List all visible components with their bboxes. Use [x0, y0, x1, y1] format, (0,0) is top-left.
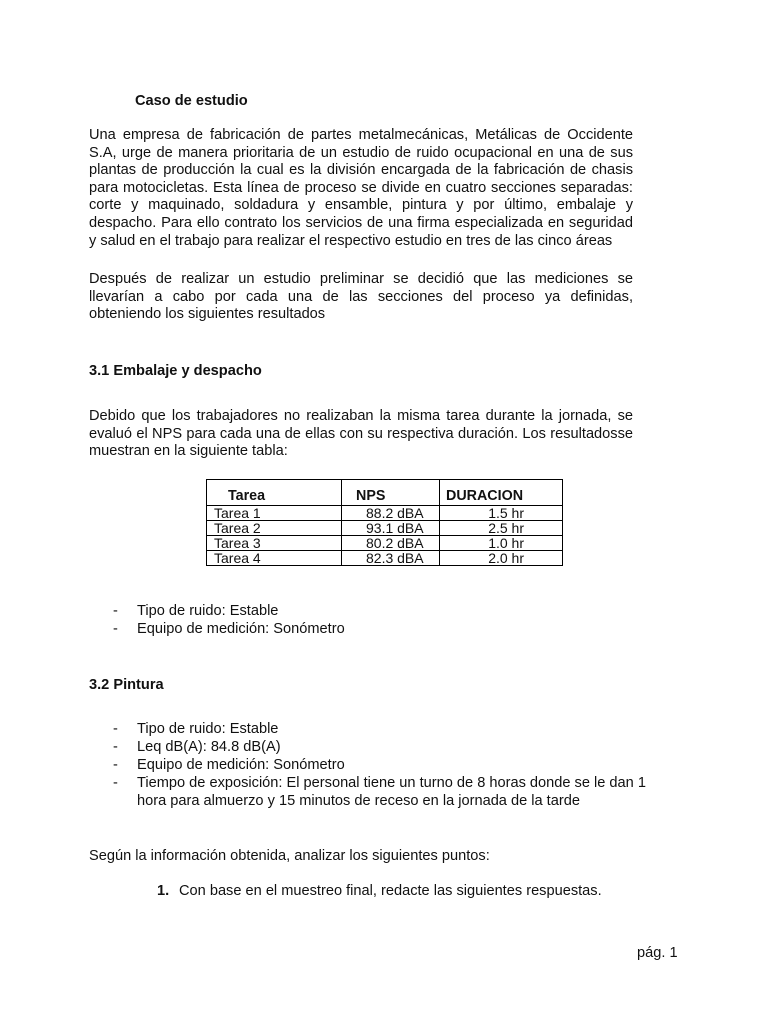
cell-nps: 88.2 dBA: [342, 506, 440, 521]
cell-tarea: Tarea 2: [207, 521, 342, 536]
list-item-text: Tipo de ruido: Estable: [137, 603, 279, 619]
table-row: [207, 521, 563, 536]
list-item: [113, 756, 653, 774]
list-item: [113, 738, 653, 756]
cell-duracion: 2.0 hr: [440, 551, 563, 566]
numbered-item-number: 1.: [157, 883, 170, 899]
table-row: [207, 536, 563, 551]
bullet-dash: -: [113, 739, 118, 755]
header-nps: NPS: [342, 480, 440, 506]
section-2-heading: 3.2 Pintura: [89, 677, 164, 693]
list-item: [113, 620, 653, 638]
list-item-text: Tipo de ruido: Estable: [137, 721, 279, 737]
header-tarea: Tarea: [207, 480, 342, 506]
numbered-item-text: Con base en el muestreo final, redacte las siguientes respuestas.: [179, 883, 602, 899]
bullet-dash: -: [113, 775, 118, 791]
bullet-dash: -: [113, 757, 118, 773]
section-2-bullet-list: [113, 720, 653, 810]
cell-nps: 82.3 dBA: [342, 551, 440, 566]
document-title: Caso de estudio: [135, 93, 248, 109]
bullet-dash: -: [113, 621, 118, 637]
closing-paragraph: Según la información obtenida, analizar los siguientes puntos:: [89, 848, 490, 864]
cell-nps: 80.2 dBA: [342, 536, 440, 551]
list-item: [113, 602, 653, 620]
cell-tarea: Tarea 4: [207, 551, 342, 566]
list-item-text: Equipo de medición: Sonómetro: [137, 621, 345, 637]
cell-tarea: Tarea 3: [207, 536, 342, 551]
intro-paragraph: Una empresa de fabricación de partes metalmecánicas, Metálicas de Occidente S.A, urge de manera prioritaria de un estudio de ruido ocupacional en una de sus plantas de producción la cual es la división encargada de la fabricación de chasis para motocicletas. Esta línea de proceso se divide en cuatro secciones separadas: corte y maquinado, soldadura y ensamble, pintura y por último, embalaje y despacho. Para ello contrato los servicios de una firma especializada en seguridad y salud en el trabajo para realizar el respectivo estudio en tres de las cinco áreas: [89, 127, 633, 249]
list-item: [113, 720, 653, 738]
list-item: [113, 774, 653, 810]
list-item-text: Equipo de medición: Sonómetro: [137, 757, 345, 773]
table-row: [207, 506, 563, 521]
cell-duracion: 1.5 hr: [440, 506, 563, 521]
cell-nps: 93.1 dBA: [342, 521, 440, 536]
second-paragraph: Después de realizar un estudio preliminar se decidió que las mediciones se llevarían a cabo por cada una de las secciones del proceso ya definidas, obteniendo los siguientes resultados: [89, 271, 633, 323]
cell-duracion: 1.0 hr: [440, 536, 563, 551]
list-item-text: Tiempo de exposición: El personal tiene un turno de 8 horas donde se le dan 1 hora para almuerzo y 15 minutos de receso en la jornada de la tarde: [137, 775, 646, 809]
list-item-text: Leq dB(A): 84.8 dB(A): [137, 739, 281, 755]
section-1-paragraph: Debido que los trabajadores no realizaban la misma tarea durante la jornada, se evaluó el NPS para cada una de ellas con su respectiva duración. Los resultadosse muestran en la siguiente tabla:: [89, 408, 633, 460]
table-row: [207, 551, 563, 566]
table-header-row: [207, 480, 563, 506]
cell-tarea: Tarea 1: [207, 506, 342, 521]
section-1-heading: 3.1 Embalaje y despacho: [89, 363, 262, 379]
numbered-item: [157, 883, 602, 901]
header-duracion: DURACION: [440, 480, 563, 506]
measurements-table: [206, 479, 563, 566]
cell-duracion: 2.5 hr: [440, 521, 563, 536]
bullet-dash: -: [113, 603, 118, 619]
page-number: pág. 1: [637, 945, 678, 961]
bullet-dash: -: [113, 721, 118, 737]
section-1-bullet-list: [113, 602, 653, 638]
